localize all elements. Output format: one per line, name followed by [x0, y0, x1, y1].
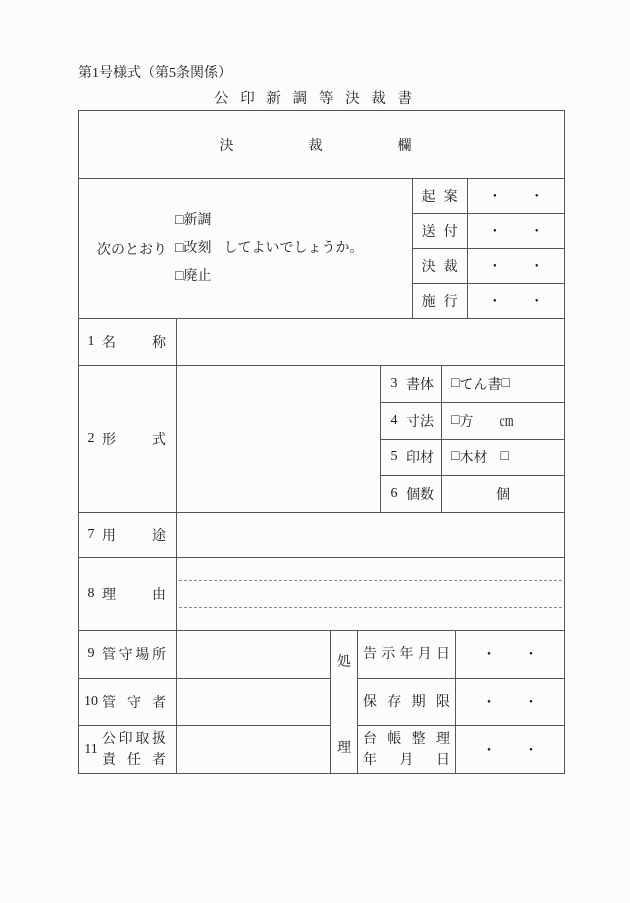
usage-label-cell: [79, 513, 177, 557]
step-date-decision: ・ ・: [487, 260, 544, 275]
reason-label-cell: [79, 558, 177, 630]
row-number: 2: [87, 431, 95, 446]
reason-row: [79, 558, 564, 631]
checkbox-icon: □: [500, 449, 509, 465]
form-label-cell: [79, 366, 177, 512]
size-label: 寸法: [406, 414, 434, 430]
custody-place-value-cell: [177, 631, 330, 679]
row-number: 10: [84, 694, 98, 709]
checkbox-icon: □: [501, 375, 510, 391]
processing-column: [331, 631, 358, 773]
custody-processing-rows: [79, 631, 564, 773]
custody-label-column: [79, 631, 177, 773]
step-label-enforce: 施行: [413, 284, 468, 318]
step-row-decision: [413, 249, 564, 284]
step-date-draft: ・ ・: [487, 190, 544, 205]
usage-row: [79, 513, 564, 558]
name-value-cell: [177, 319, 564, 365]
step-label-draft: 起案: [413, 179, 468, 213]
handling-manager-value-cell: [177, 726, 330, 773]
name-row: [79, 319, 564, 366]
processing-detail-column: [358, 631, 564, 773]
custodian-label: 管守者: [102, 696, 166, 711]
seal-impression-cell: [177, 366, 381, 512]
proposal-row: [79, 179, 564, 319]
size-unit: ㎝: [499, 414, 514, 430]
retention-label-cell: [358, 679, 456, 726]
typeface-option: てん書: [459, 377, 502, 393]
decision-header-label: 決裁欄: [219, 138, 412, 154]
notice-date-label-cell: [358, 631, 456, 678]
handling-manager-label-line1: 公印取扱: [102, 731, 166, 747]
processing-label-bottom: 理: [337, 741, 351, 756]
handling-manager-label-cell: [79, 726, 176, 773]
form-style-row: [79, 366, 564, 513]
material-value-cell: [442, 440, 564, 476]
notice-date-value: ・ ・: [482, 648, 538, 664]
checkbox-icon: □: [175, 240, 184, 256]
option-rework-suffix: してよいでしょうか。: [223, 240, 364, 256]
row-number: 7: [87, 527, 95, 542]
quantity-row: [381, 476, 564, 512]
handling-manager-label-line2: 責任者: [102, 752, 166, 768]
reason-value-cell: [177, 558, 564, 630]
checkbox-icon: □: [451, 375, 460, 391]
ledger-row: [358, 726, 564, 773]
row-number: 1: [87, 334, 95, 349]
dotted-rule: [179, 580, 562, 581]
usage-label: 用途: [102, 529, 166, 544]
form-label: 形式: [102, 433, 166, 448]
proposal-options: [175, 207, 363, 291]
ledger-label-cell: [358, 726, 456, 773]
option-line-abolish: [175, 263, 363, 291]
handling-manager-label: [102, 729, 166, 771]
material-label-cell: [381, 440, 442, 476]
step-date-enforce: ・ ・: [487, 295, 544, 310]
checkbox-icon: □: [175, 212, 184, 228]
processing-label-top: 処: [337, 655, 351, 670]
retention-value: ・ ・: [482, 696, 538, 711]
option-line-new: [175, 207, 363, 235]
proposal-cell: [79, 179, 413, 318]
quantity-label-cell: [381, 476, 442, 512]
reason-label: 理由: [102, 588, 166, 603]
quantity-unit: 個: [496, 488, 510, 504]
custody-place-label-cell: [79, 631, 176, 679]
custodian-value-cell: [177, 679, 330, 727]
form-number: 第1号様式（第5条関係）: [78, 66, 232, 81]
material-option: 木材: [459, 451, 488, 467]
step-label-send: 送付: [413, 214, 468, 248]
custodian-label-cell: [79, 679, 176, 727]
checkbox-icon: □: [451, 449, 460, 465]
step-row-draft: [413, 179, 564, 214]
ledger-label-line1: 台帳整理: [363, 731, 450, 747]
quantity-value-cell: [442, 476, 564, 512]
typeface-label-cell: [381, 366, 442, 402]
size-value-cell: [442, 403, 564, 439]
row-number: 5: [390, 449, 398, 465]
custody-value-column: [177, 631, 331, 773]
typeface-value-cell: [442, 366, 564, 402]
ledger-value: ・ ・: [482, 743, 538, 759]
size-option: 方: [459, 414, 474, 430]
dotted-rule: [179, 607, 562, 608]
material-label: 印材: [406, 451, 434, 467]
proposal-prefix: 次のとおり: [97, 242, 167, 258]
option-label-abolish: 廃止: [183, 268, 212, 284]
option-label-rework: 改刻: [183, 240, 212, 256]
row-number: 4: [390, 412, 398, 428]
row-number: 3: [390, 375, 398, 391]
ledger-label-line2: 年月日: [363, 752, 450, 768]
usage-value-cell: [177, 513, 564, 557]
form-table: [78, 110, 565, 774]
name-label-cell: [79, 319, 177, 365]
typeface-row: [381, 366, 564, 403]
custody-place-label: 管守場所: [102, 648, 166, 664]
step-date-send: ・ ・: [487, 225, 544, 240]
notice-date-label: 告示年月日: [363, 646, 450, 662]
approval-steps: [413, 179, 564, 318]
row-number: 8: [87, 586, 95, 601]
typeface-label: 書体: [406, 377, 434, 393]
option-line-rework: [175, 235, 363, 263]
step-row-enforce: [413, 284, 564, 318]
row-number: 6: [390, 486, 398, 502]
step-row-send: [413, 214, 564, 249]
size-row: [381, 403, 564, 440]
notice-date-row: [358, 631, 564, 679]
name-label: 名称: [102, 336, 166, 351]
step-label-decision: 決裁: [413, 249, 468, 283]
quantity-label: 個数: [406, 488, 434, 504]
retention-row: [358, 679, 564, 727]
size-label-cell: [381, 403, 442, 439]
option-label-new: 新調: [183, 212, 212, 228]
row-number: 9: [87, 646, 95, 662]
retention-label: 保存期限: [363, 694, 450, 710]
row-number: 11: [84, 741, 98, 757]
document-title: 公印新調等決裁書: [214, 91, 412, 107]
checkbox-icon: □: [451, 412, 460, 428]
checkbox-icon: □: [175, 268, 184, 284]
material-row: [381, 440, 564, 477]
decision-header-row: [79, 111, 564, 179]
spec-subtable: [381, 366, 564, 512]
